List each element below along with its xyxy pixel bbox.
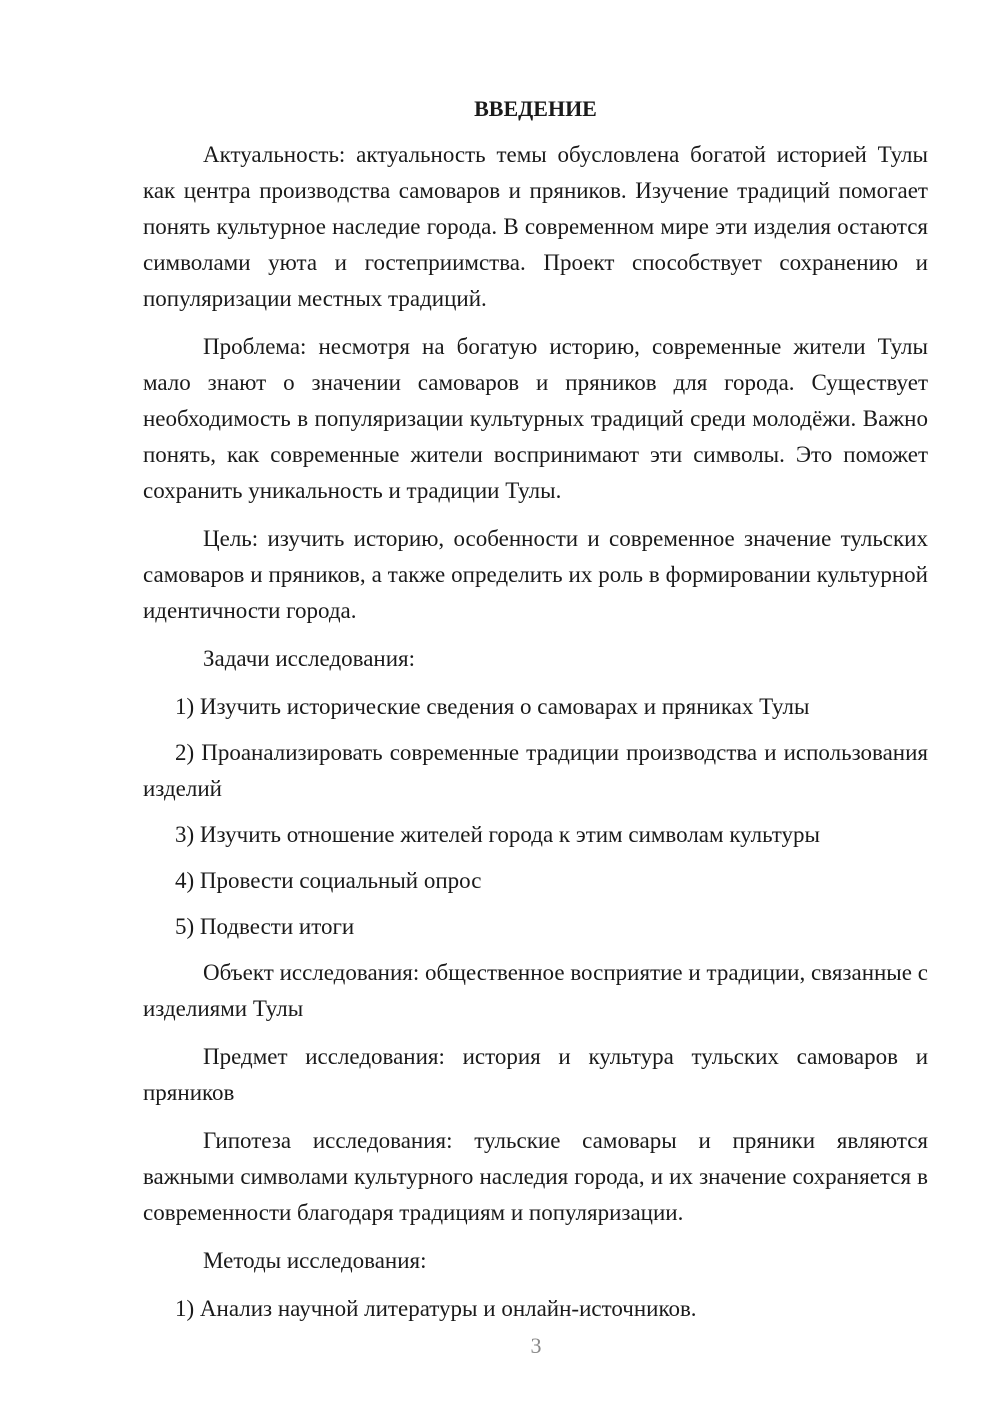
task-item: 4) Провести социальный опрос xyxy=(175,868,482,893)
goal-paragraph: Цель: изучить историю, особенности и современное значение тульских самоваров и пряников, а также определить их роль в формировании культурной идентичности города. xyxy=(143,526,928,623)
subject-paragraph: Предмет исследования: история и культура тульских самоваров и пряников xyxy=(143,1044,928,1105)
section-heading: ВВЕДЕНИЕ xyxy=(474,96,597,121)
tasks-title: Задачи исследования: xyxy=(203,646,416,671)
hypothesis-paragraph: Гипотеза исследования: тульские самовары и пряники являются важными символами культурного наследия города, и их значение сохраняется в современности благодаря традициям и популяризации. xyxy=(143,1128,928,1225)
problem-paragraph: Проблема: несмотря на богатую историю, современные жители Тулы мало знают о значении самоваров и пряников для города. Существует необходимость в популяризации культурных традиций среди молодёжи. Важно понять, как современные жители воспринимают эти символы. Это поможет сохранить уникальность и традиции Тулы. xyxy=(143,334,928,503)
methods-title: Методы исследования: xyxy=(203,1248,427,1273)
relevance-paragraph: Актуальность: актуальность темы обусловлена богатой историей Тулы как центра производства самоваров и пряников. Изучение традиций помогает понять культурное наследие города. В современном мире эти изделия остаются символами уюта и гостеприимства. Проект способствует сохранению и популяризации местных традиций. xyxy=(143,142,928,311)
object-paragraph: Объект исследования: общественное восприятие и традиции, связанные с изделиями Тулы xyxy=(143,960,928,1021)
document-body xyxy=(143,95,928,1337)
method-item: 1) Анализ научной литературы и онлайн-источников. xyxy=(175,1296,697,1321)
task-item: 2) Проанализировать современные традиции производства и использования изделий xyxy=(143,740,928,801)
task-item: 5) Подвести итоги xyxy=(175,914,355,939)
task-item: 3) Изучить отношение жителей города к этим символам культуры xyxy=(175,822,820,847)
page-number: 3 xyxy=(530,1333,542,1358)
task-item: 1) Изучить исторические сведения о самоварах и пряниках Тулы xyxy=(175,694,810,719)
